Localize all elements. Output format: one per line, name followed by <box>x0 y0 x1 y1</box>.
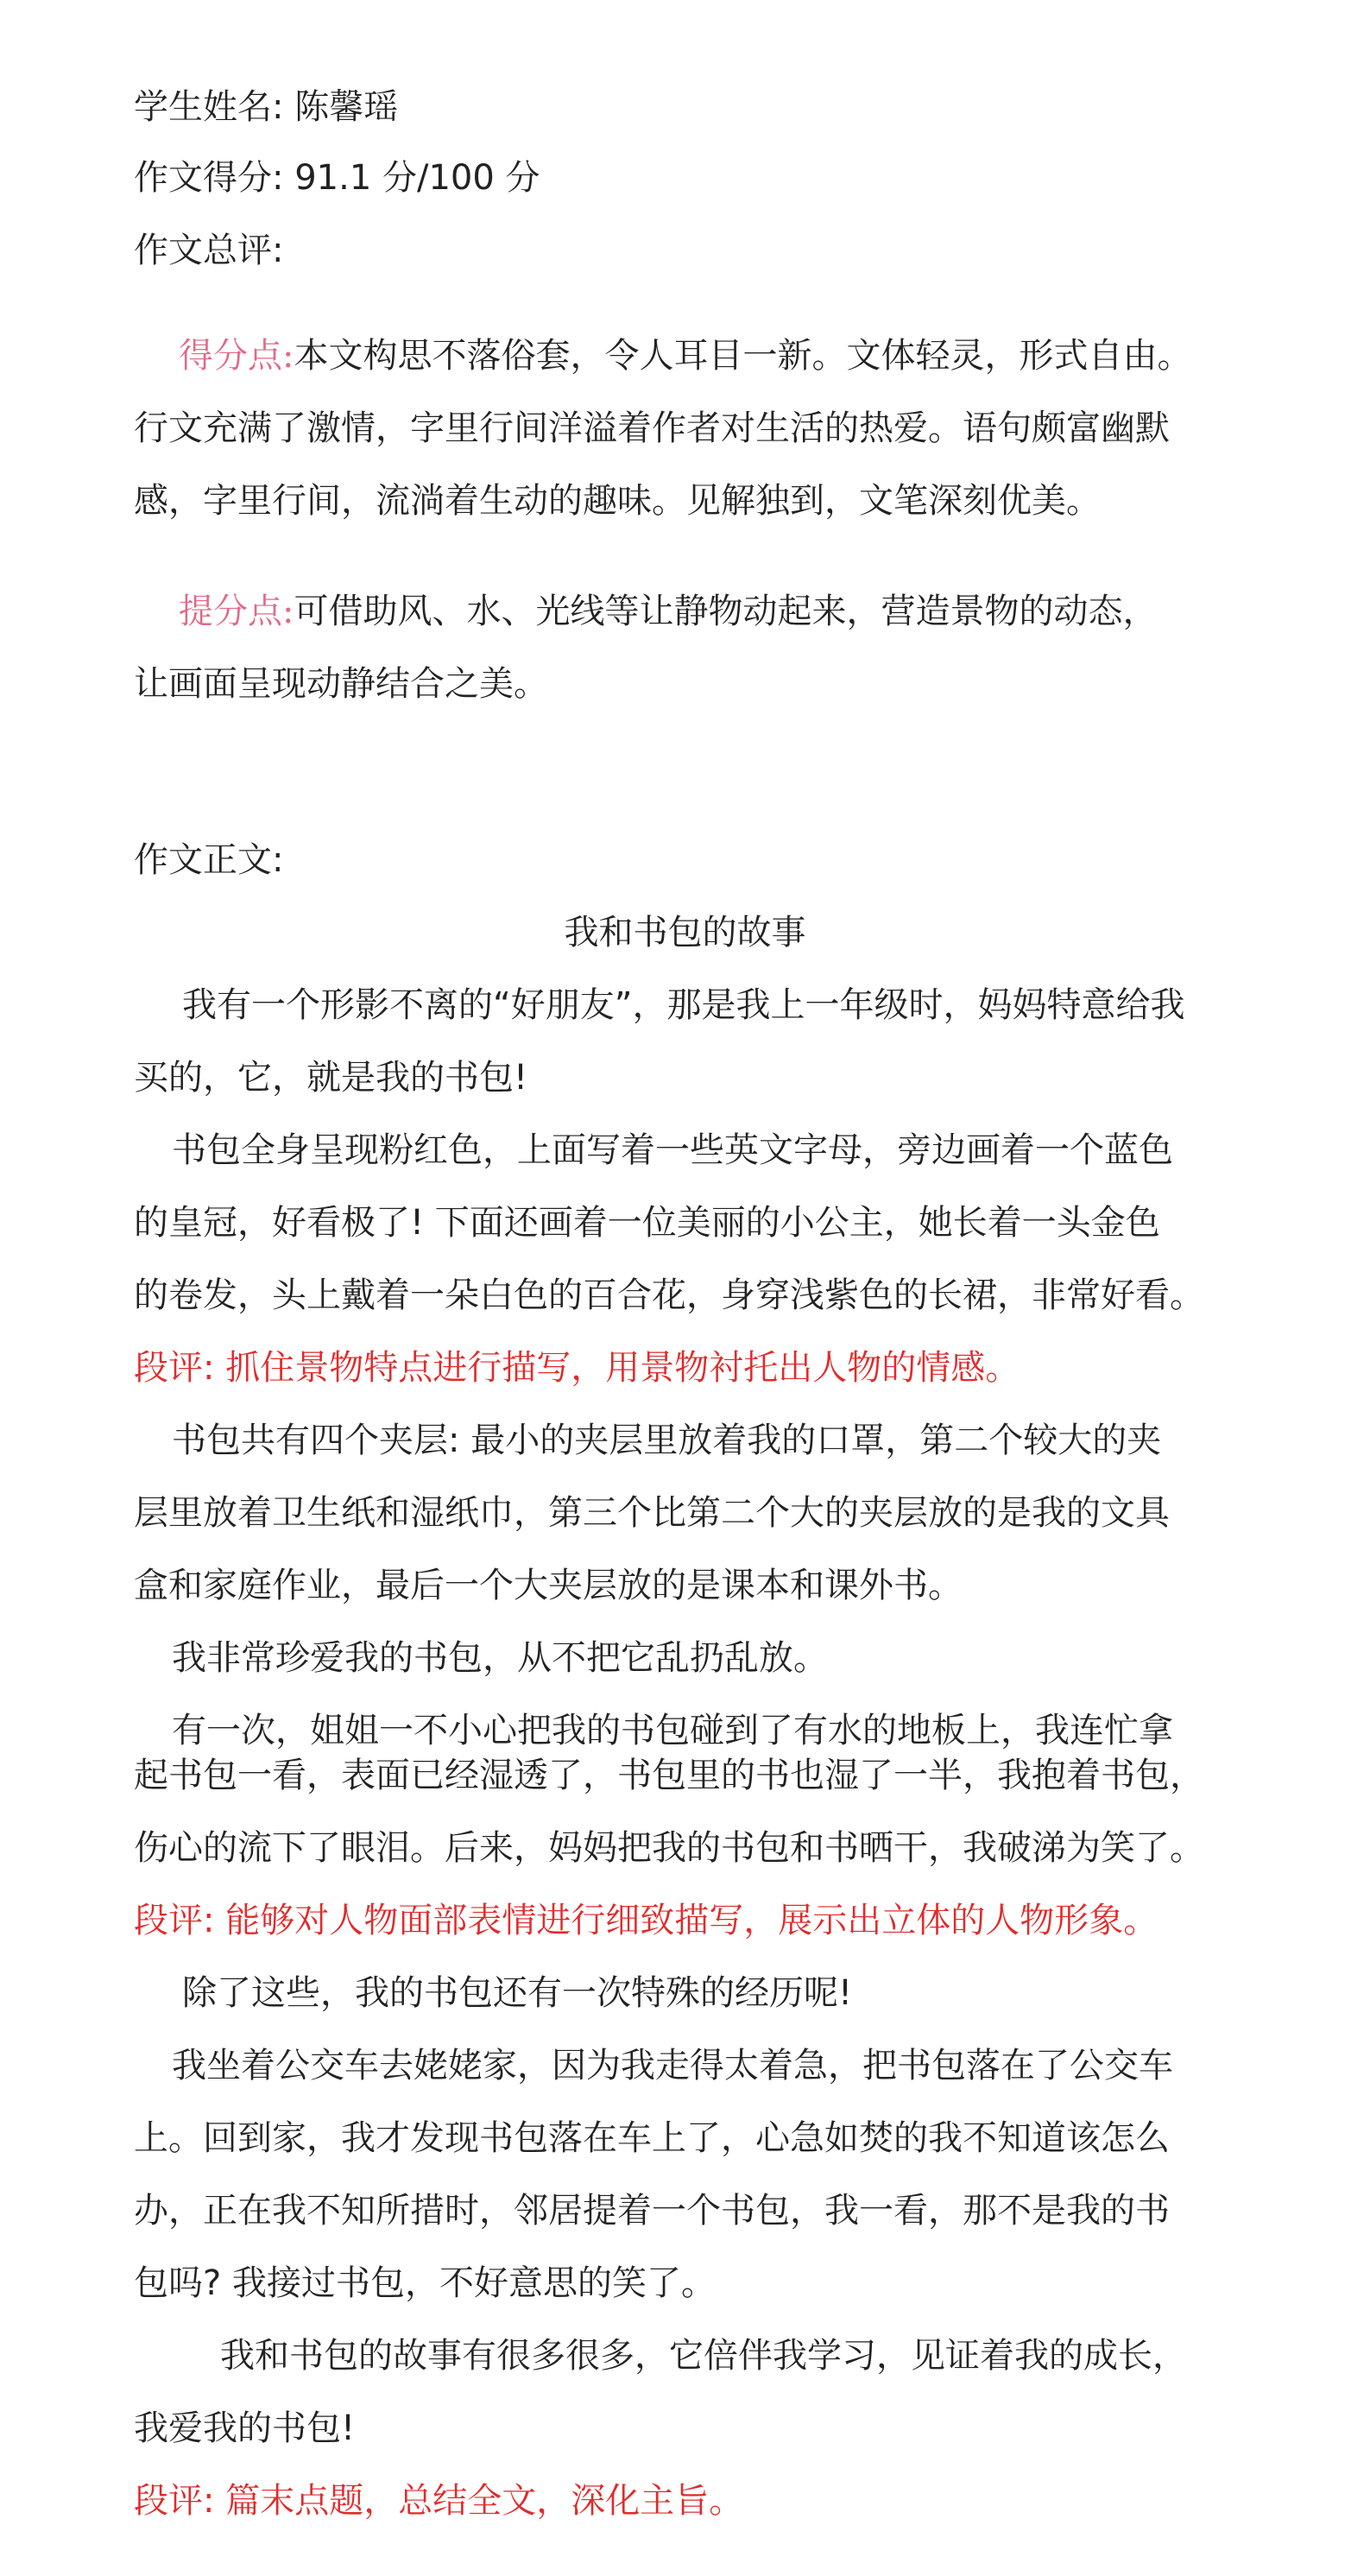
paragraph-comment: 段评: 能够对人物面部表情进行细致描写，展示出立体的人物形象。 <box>134 1901 1159 1940</box>
essay-line: 盒和家庭作业，最后一个大夹层放的是课本和课外书。 <box>134 1566 963 1605</box>
essay-line: 包吗? 我接过书包，不好意思的笑了。 <box>134 2263 716 2303</box>
essay-line: 的卷发，头上戴着一朵白色的百合花，身穿浅紫色的长裙，非常好看。 <box>134 1275 1204 1315</box>
merit-text: 感，字里行间，流淌着生动的趣味。见解独到，文笔深刻优美。 <box>134 481 1101 521</box>
essay-line: 起书包一看，表面已经湿透了，书包里的书也湿了一半，我抱着书包， <box>134 1756 1204 1795</box>
improve-label: 提分点: <box>179 592 294 631</box>
essay-line: 除了这些，我的书包还有一次特殊的经历呢! <box>182 1973 853 2013</box>
score-row <box>134 154 1256 202</box>
student-name-value: 陈馨瑶 <box>294 87 399 127</box>
essay-line: 书包共有四个夹层: 最小的夹层里放着我的口罩，第二个较大的夹 <box>172 1421 1162 1460</box>
essay-line: 我爱我的书包! <box>134 2408 356 2448</box>
student-name-label: 学生姓名: <box>134 87 284 127</box>
improve-row-1 <box>134 587 1301 636</box>
improve-text: 让画面呈现动静结合之美。 <box>134 664 548 704</box>
essay-line: 买的，它，就是我的书包! <box>134 1058 528 1098</box>
essay-line: 的皇冠，好看极了! 下面还画着一位美丽的小公主，她长着一头金色 <box>134 1203 1160 1243</box>
merit-text: 本文构思不落俗套，令人耳目一新。文体轻灵，形式自由。 <box>294 336 1192 376</box>
essay-line: 我坐着公交车去姥姥家，因为我走得太着急，把书包落在了公交车 <box>172 2046 1173 2085</box>
essay-line: 上。回到家，我才发现书包落在车上了，心急如焚的我不知道该怎么 <box>134 2118 1170 2158</box>
merit-text: 行文充满了激情，字里行间洋溢着作者对生活的热爱。语句颇富幽默 <box>134 408 1170 448</box>
essay-label: 作文正文: <box>134 840 284 880</box>
essay-line: 我有一个形影不离的“好朋友”，那是我上一年级时，妈妈特意给我 <box>182 985 1185 1025</box>
essay-line: 我和书包的故事有很多很多，它倍伴我学习，见证着我的成长， <box>220 2336 1187 2376</box>
essay-line: 书包全身呈现粉红色，上面写着一些英文字母，旁边画着一个蓝色 <box>172 1130 1173 1170</box>
merit-row-1 <box>134 332 1301 380</box>
essay-line: 办，正在我不知所措时，邻居提着一个书包，我一看，那不是我的书 <box>134 2191 1170 2231</box>
improve-text: 可借助风、水、光线等让静物动起来，营造景物的动态， <box>294 592 1158 631</box>
student-name-row <box>134 83 1256 131</box>
essay-line: 伤心的流下了眼泪。后来，妈妈把我的书包和书晒干，我破涕为笑了。 <box>134 1828 1204 1868</box>
score-label: 作文得分: <box>134 158 284 198</box>
essay-line: 我非常珍爱我的书包，从不把它乱扔乱放。 <box>172 1638 828 1678</box>
essay-line: 有一次，姐姐一不小心把我的书包碰到了有水的地板上，我连忙拿 <box>172 1711 1173 1750</box>
merit-label: 得分点: <box>179 336 294 376</box>
essay-title: 我和书包的故事 <box>564 913 806 953</box>
essay-line: 层里放着卫生纸和湿纸巾，第三个比第二个大的夹层放的是我的文具 <box>134 1493 1170 1533</box>
paragraph-comment: 段评: 抓住景物特点进行描写，用景物衬托出人物的情感。 <box>134 1348 1020 1388</box>
score-value: 91.1 分/100 分 <box>294 158 540 198</box>
paragraph-comment: 段评: 篇末点题，总结全文，深化主旨。 <box>134 2481 744 2521</box>
review-label: 作文总评: <box>134 231 284 270</box>
